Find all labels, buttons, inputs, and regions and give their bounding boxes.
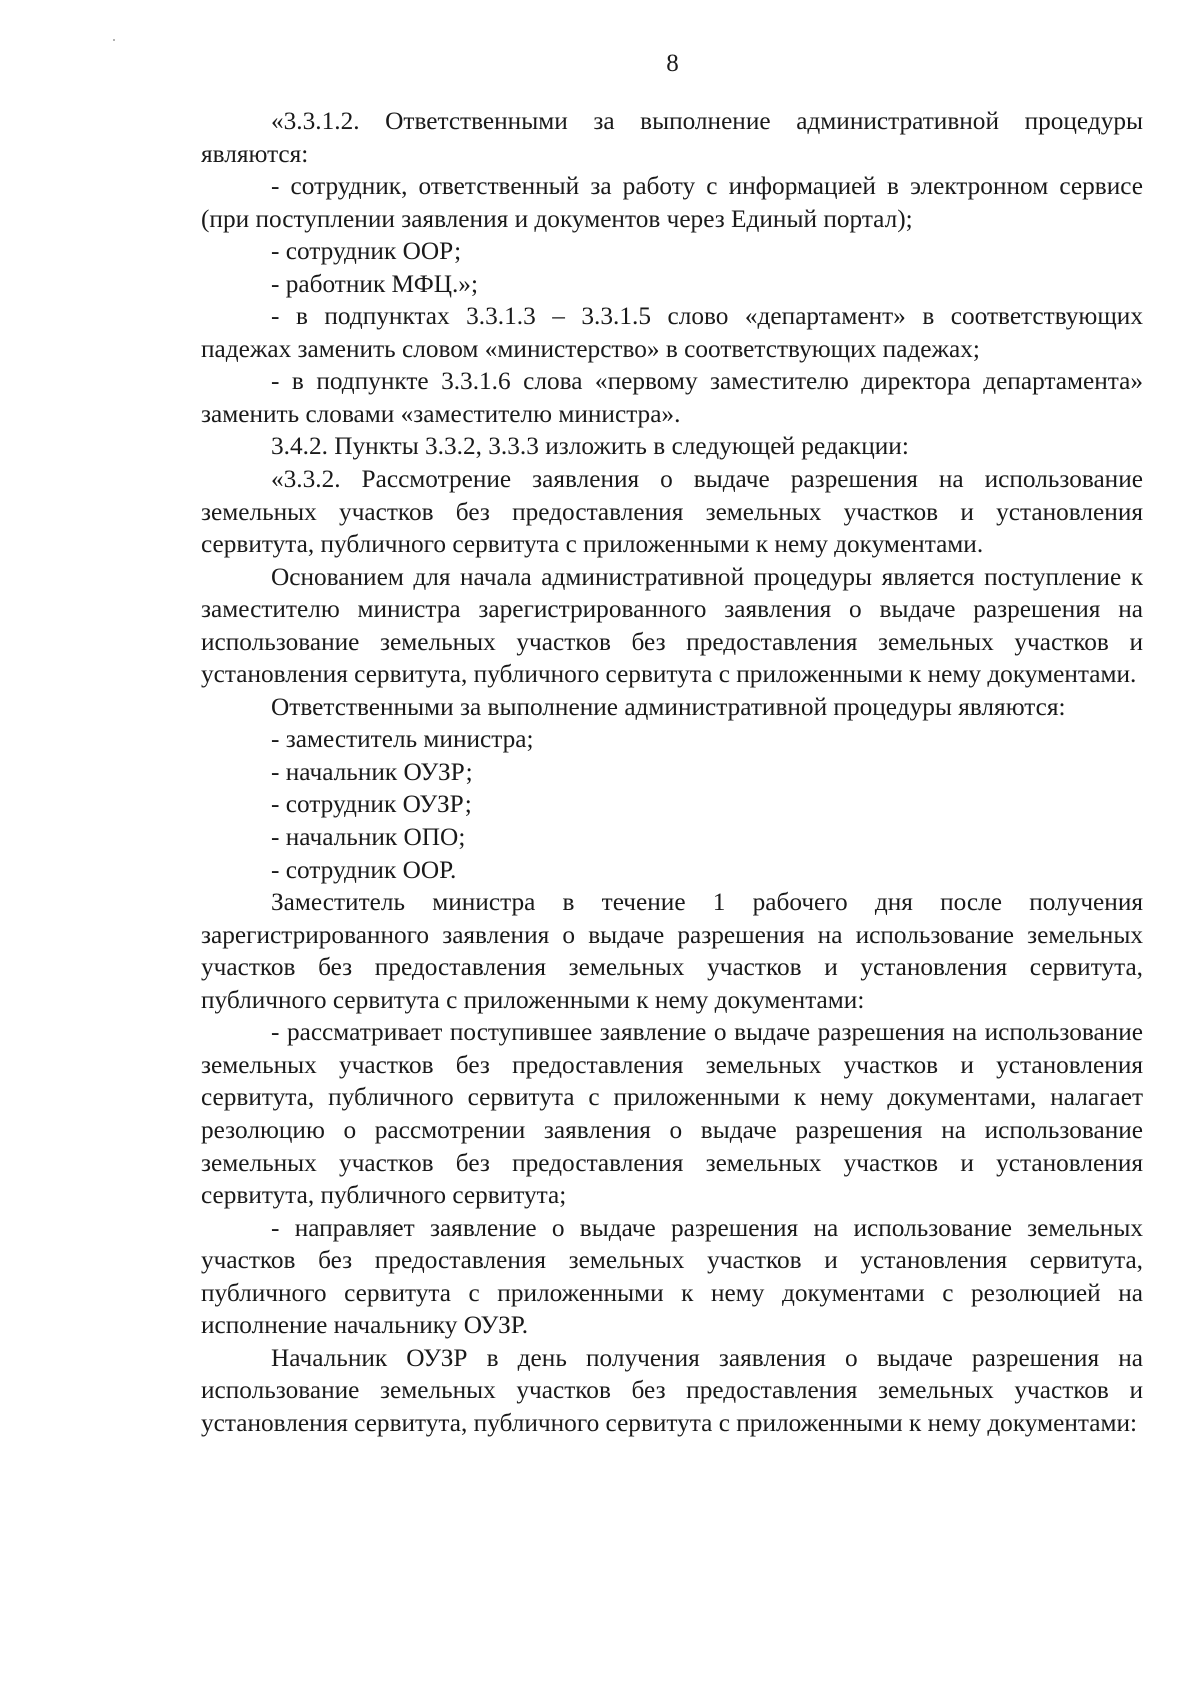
list-item: - в подпункте 3.3.1.6 слова «первому заместителю директора департамента» заменить словами «заместителю министра». bbox=[201, 367, 1143, 428]
paragraph: Основанием для начала административной процедуры является поступление к заместителю министра зарегистрированного заявления о выдаче разрешения на использование земельных участков без предоставления земельных участков и установления сервитута, публичного сервитута с приложенными к нему документами. bbox=[201, 562, 1143, 689]
scan-artifact-dot bbox=[113, 39, 115, 41]
list-item: - работник МФЦ.»; bbox=[271, 269, 478, 298]
list-item: - рассматривает поступившее заявление о выдаче разрешения на использование земельных участков без предоставления земельных участков и установления сервитута, публичного сервитута с приложенными к нему документами, налагает резолюцию о рассмотрении заявления о выдаче разрешения на использование земельных участков без предоставления земельных участков и установления сервитута, публичного сервитута; bbox=[201, 1018, 1143, 1210]
list-item: - начальник ОПО; bbox=[271, 823, 466, 852]
paragraph: 3.4.2. Пункты 3.3.2, 3.3.3 изложить в следующей редакции: bbox=[271, 432, 909, 461]
list-item: - заместитель министра; bbox=[271, 725, 534, 754]
list-item: - направляет заявление о выдаче разрешения на использование земельных участков без предоставления земельных участков и установления сервитута, публичного сервитута с приложенными к нему документами с резолюцией на исполнение начальнику ОУЗР. bbox=[201, 1213, 1143, 1340]
list-item: - в подпунктах 3.3.1.3 – 3.3.1.5 слово «департамент» в соответствующих падежах заменить словом «министерство» в соответствующих падежах; bbox=[201, 302, 1143, 363]
list-item: - начальник ОУЗР; bbox=[271, 757, 473, 786]
paragraph: Ответственными за выполнение административной процедуры являются: bbox=[271, 692, 1066, 721]
paragraph: Начальник ОУЗР в день получения заявления о выдаче разрешения на использование земельных участков без предоставления земельных участков и установления сервитута, публичного сервитута с приложенными к нему документами: bbox=[201, 1343, 1143, 1437]
paragraph: Заместитель министра в течение 1 рабочего дня после получения зарегистрированного заявления о выдаче разрешения на использование земельных участков без предоставления земельных участков и установления сервитута, публичного сервитута с приложенными к нему документами: bbox=[201, 888, 1143, 1014]
document-body bbox=[201, 105, 1143, 1439]
list-item: - сотрудник ООР; bbox=[271, 237, 462, 266]
paragraph: «3.3.2. Рассмотрение заявления о выдаче разрешения на использование земельных участков без предоставления земельных участков и установления сервитута, публичного сервитута с приложенными к нему документами. bbox=[201, 465, 1143, 559]
list-item: - сотрудник ОУЗР; bbox=[271, 790, 472, 819]
page-number: 8 bbox=[666, 50, 679, 77]
paragraph: «3.3.1.2. Ответственными за выполнение административной процедуры являются: bbox=[201, 107, 1143, 168]
list-item: - сотрудник, ответственный за работу с информацией в электронном сервисе (при поступлении заявления и документов через Единый портал); bbox=[201, 172, 1143, 233]
list-item: - сотрудник ООР. bbox=[271, 855, 457, 884]
